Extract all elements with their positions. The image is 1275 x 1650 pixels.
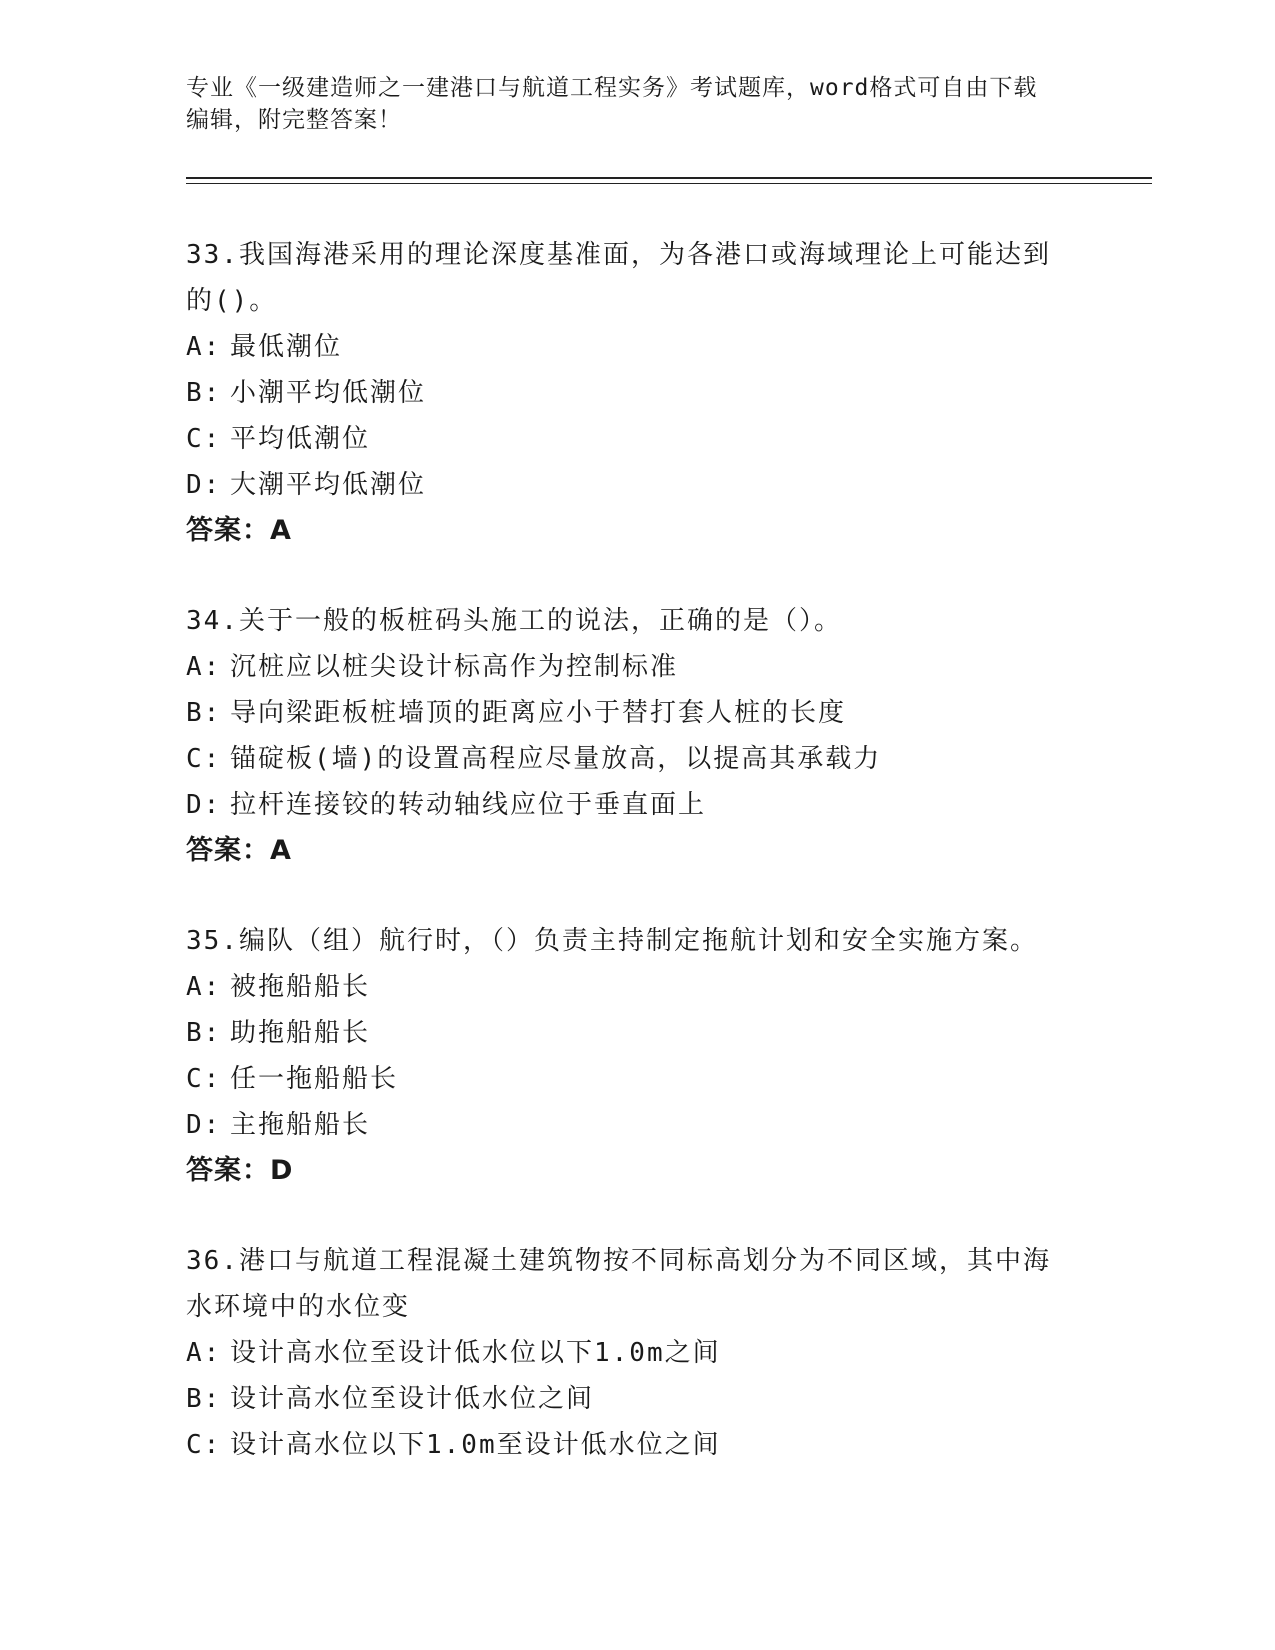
answer-label: 答案：D [186,1155,294,1186]
question-stem-continued: 水环境中的水位变 [186,1292,411,1322]
option-a [186,964,1086,1010]
option-letter: C: [186,1430,222,1460]
answer-label: 答案：A [186,515,292,546]
question-stem: 36.港口与航道工程混凝土建筑物按不同标高划分为不同区域，其中海 [186,1246,1051,1276]
option-letter: A: [186,652,222,682]
option-letter: B: [186,1384,222,1414]
option-letter: C: [186,1064,222,1094]
option-letter: B: [186,698,222,728]
option-letter: D: [186,1110,222,1140]
option-text: 任一拖船船长 [230,1064,399,1094]
question-35 [186,918,1086,1194]
option-text: 导向梁距板桩墙顶的距离应小于替打套人桩的长度 [230,698,847,728]
option-text: 主拖船船长 [230,1110,371,1140]
option-text: 大潮平均低潮位 [230,470,427,500]
option-d [186,782,1086,828]
option-text: 平均低潮位 [230,424,371,454]
document-header [186,72,1086,136]
option-c [186,736,1086,782]
question-34 [186,598,1086,874]
option-letter: C: [186,424,222,454]
option-letter: C: [186,744,222,774]
option-letter: B: [186,1018,222,1048]
header-line-2: 编辑，附完整答案！ [186,107,402,133]
header-divider-thick [186,177,1152,179]
option-b [186,1010,1086,1056]
option-letter: A: [186,972,222,1002]
option-b [186,370,1086,416]
option-text: 助拖船船长 [230,1018,371,1048]
header-line-1: 专业《一级建造师之一建港口与航道工程实务》考试题库，word格式可自由下载 [186,75,1038,101]
question-stem: 34.关于一般的板桩码头施工的说法，正确的是（）。 [186,606,842,636]
option-letter: D: [186,790,222,820]
option-text: 设计高水位至设计低水位以下1.0m之间 [230,1338,721,1368]
header-divider-thin [186,183,1152,184]
option-text: 拉杆连接铰的转动轴线应位于垂直面上 [230,790,707,820]
option-c [186,1056,1086,1102]
option-a [186,324,1086,370]
option-text: 设计高水位以下1.0m至设计低水位之间 [230,1430,721,1460]
option-a [186,1330,1086,1376]
option-text: 沉桩应以桩尖设计标高作为控制标准 [230,652,679,682]
option-letter: D: [186,470,222,500]
option-text: 锚碇板(墙)的设置高程应尽量放高，以提高其承载力 [230,744,882,774]
question-list [186,232,1086,1468]
question-stem: 33.我国海港采用的理论深度基准面，为各港口或海域理论上可能达到 [186,240,1051,270]
option-text: 小潮平均低潮位 [230,378,427,408]
question-36 [186,1238,1086,1468]
option-b [186,1376,1086,1422]
option-text: 设计高水位至设计低水位之间 [230,1384,595,1414]
option-letter: A: [186,1338,222,1368]
option-a [186,644,1086,690]
question-stem-continued: 的()。 [186,286,278,316]
answer-label: 答案：A [186,835,292,866]
option-d [186,462,1086,508]
option-c [186,1422,1086,1468]
option-c [186,416,1086,462]
question-33 [186,232,1086,554]
option-text: 最低潮位 [230,332,343,362]
option-text: 被拖船船长 [230,972,371,1002]
option-b [186,690,1086,736]
question-stem: 35.编队（组）航行时，（）负责主持制定拖航计划和安全实施方案。 [186,926,1038,956]
option-letter: B: [186,378,222,408]
option-letter: A: [186,332,222,362]
option-d [186,1102,1086,1148]
